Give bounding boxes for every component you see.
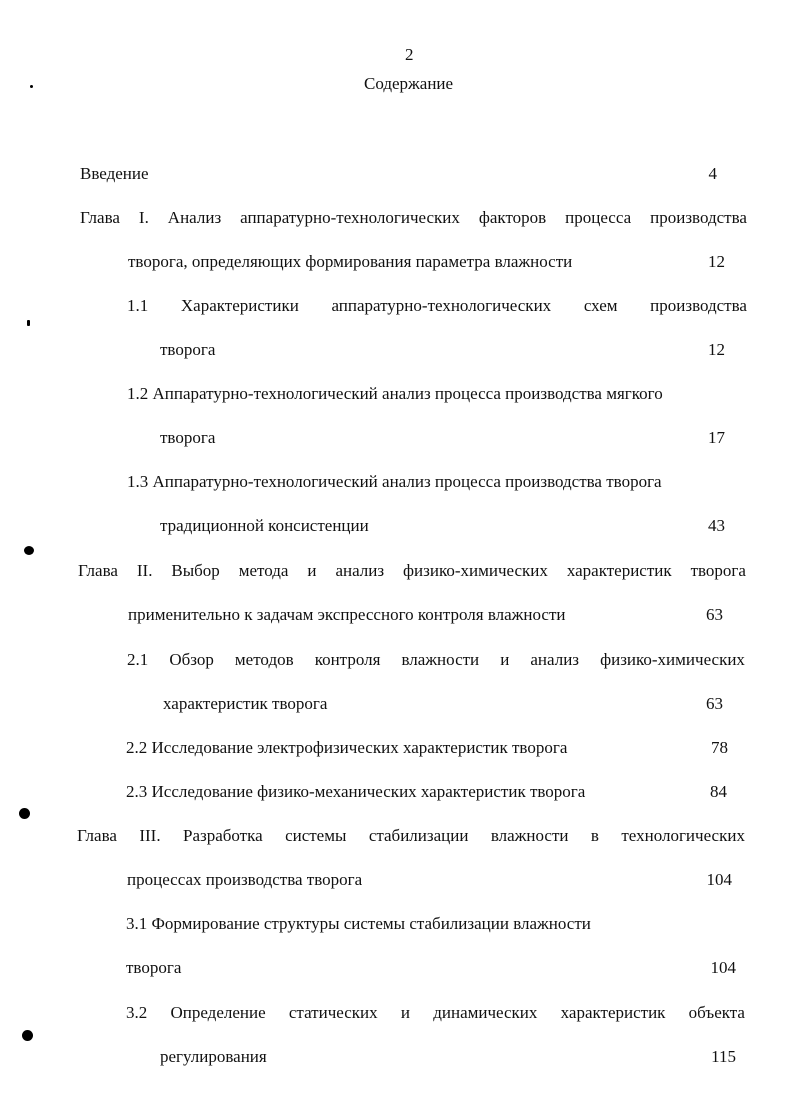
toc-ch1-page: 12 bbox=[708, 252, 725, 271]
toc-s1-2-line1: 1.2 Аппаратурно-технологический анализ процесса производства мягкого bbox=[127, 384, 663, 403]
word: производства bbox=[650, 208, 747, 227]
word: аппаратурно-технологических bbox=[331, 296, 552, 315]
word: системы bbox=[285, 826, 347, 845]
word: методов bbox=[234, 650, 294, 669]
word: стабилизации bbox=[368, 826, 469, 845]
word: влажности bbox=[490, 826, 569, 845]
word: Глава bbox=[78, 561, 118, 580]
toc-s3-1-line1: 3.1 Формирование структуры системы стабилизации влажности bbox=[126, 914, 591, 933]
word: 3.2 bbox=[126, 1003, 148, 1022]
toc-s2-3-page: 84 bbox=[710, 782, 727, 801]
word: производства bbox=[650, 296, 747, 315]
toc-s1-3-line1: 1.3 Аппаратурно-технологический анализ процесса производства творога bbox=[127, 472, 662, 491]
word: 2.1 bbox=[127, 650, 149, 669]
toc-ch1-line2: творога, определяющих формирования параметра влажности bbox=[128, 252, 573, 271]
toc-s3-1-line2: творога bbox=[126, 958, 182, 977]
word: статических bbox=[288, 1003, 378, 1022]
scan-artifact-dot bbox=[22, 1030, 33, 1041]
word: Глава bbox=[77, 826, 117, 845]
word: характеристик bbox=[566, 561, 672, 580]
toc-s2-1-page: 63 bbox=[706, 694, 723, 713]
word: и bbox=[400, 1003, 410, 1022]
toc-s2-1-line2: характеристик творога bbox=[163, 694, 328, 713]
word: I. bbox=[138, 208, 149, 227]
toc-s3-2-line1 bbox=[126, 1003, 745, 1023]
toc-s1-2-line2: творога bbox=[160, 428, 216, 447]
word: 1.1 bbox=[127, 296, 149, 315]
word: характеристик bbox=[560, 1003, 666, 1022]
toc-ch3-line1 bbox=[77, 826, 745, 846]
word: Анализ bbox=[167, 208, 222, 227]
word: метода bbox=[238, 561, 289, 580]
word: анализ bbox=[335, 561, 385, 580]
toc-s3-1-page: 104 bbox=[710, 958, 736, 977]
word: объекта bbox=[688, 1003, 745, 1022]
word: Разработка bbox=[182, 826, 263, 845]
word: III. bbox=[139, 826, 161, 845]
toc-s2-3-label: 2.3 Исследование физико-механических характеристик творога bbox=[126, 782, 586, 801]
word: аппаратурно-технологических bbox=[240, 208, 460, 227]
toc-intro-page: 4 bbox=[708, 164, 717, 183]
toc-s3-2-page: 115 bbox=[711, 1047, 736, 1066]
toc-ch2-line2: применительно к задачам экспрессного контроля влажности bbox=[128, 605, 566, 624]
toc-s1-1-line2: творога bbox=[160, 340, 216, 359]
word: и bbox=[500, 650, 510, 669]
scan-artifact-dot bbox=[27, 320, 30, 326]
toc-ch3-page: 104 bbox=[706, 870, 732, 889]
word: процесса bbox=[565, 208, 632, 227]
word: Выбор bbox=[171, 561, 220, 580]
word: Характеристики bbox=[180, 296, 299, 315]
word: и bbox=[307, 561, 317, 580]
toc-s2-2-label: 2.2 Исследование электрофизических характеристик творога bbox=[126, 738, 568, 757]
scan-artifact-dot bbox=[24, 546, 34, 555]
toc-intro-label: Введение bbox=[80, 164, 149, 183]
page-number: 2 bbox=[405, 45, 414, 64]
word: схем bbox=[583, 296, 618, 315]
word: Глава bbox=[80, 208, 120, 227]
toc-ch3-line2: процессах производства творога bbox=[127, 870, 363, 889]
word: физико-химических bbox=[600, 650, 745, 669]
toc-s1-1-page: 12 bbox=[708, 340, 725, 359]
toc-s1-3-page: 43 bbox=[708, 516, 725, 535]
toc-s2-2-page: 78 bbox=[711, 738, 728, 757]
word: физико-химических bbox=[403, 561, 548, 580]
toc-s1-2-page: 17 bbox=[708, 428, 725, 447]
toc-ch2-page: 63 bbox=[706, 605, 723, 624]
toc-ch2-line1 bbox=[78, 561, 746, 581]
word: факторов bbox=[478, 208, 547, 227]
word: II. bbox=[136, 561, 153, 580]
word: технологических bbox=[621, 826, 745, 845]
word: влажности bbox=[401, 650, 480, 669]
word: в bbox=[590, 826, 599, 845]
page-title: Содержание bbox=[364, 74, 454, 93]
word: динамических bbox=[433, 1003, 538, 1022]
word: творога bbox=[690, 561, 746, 580]
word: контроля bbox=[314, 650, 381, 669]
toc-s3-2-line2: регулирования bbox=[160, 1047, 267, 1066]
scan-artifact-dot bbox=[19, 808, 30, 819]
word: Обзор bbox=[169, 650, 214, 669]
scan-artifact-dot bbox=[30, 85, 33, 88]
toc-ch1-line1 bbox=[80, 208, 747, 228]
toc-s2-1-line1 bbox=[127, 650, 745, 670]
toc-s1-3-line2: традиционной консистенции bbox=[160, 516, 369, 535]
word: анализ bbox=[530, 650, 580, 669]
word: Определение bbox=[170, 1003, 266, 1022]
toc-s1-1-line1 bbox=[127, 296, 747, 316]
